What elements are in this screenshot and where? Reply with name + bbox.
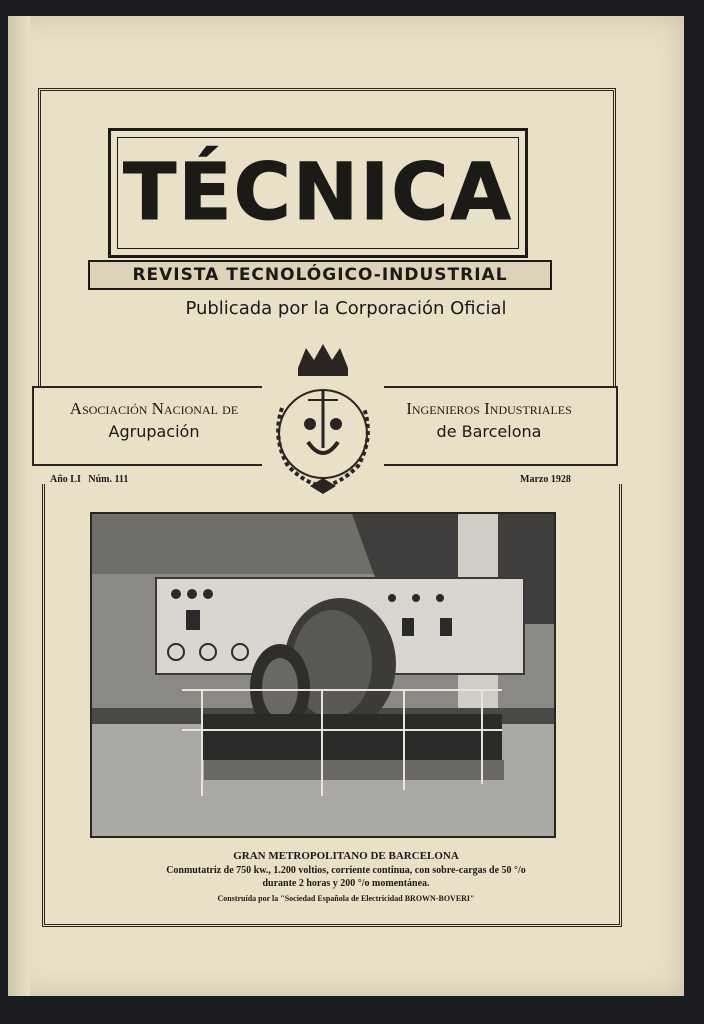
association-engineers: Ingenieros Industriales [406,399,572,418]
subtitle-bar [88,260,552,290]
association-left [44,398,264,443]
issue-date: Marzo 1928 [520,474,571,485]
association-name: Asociación Nacional de [69,399,239,418]
caption-credit: Construída por la "Sociedad Española de Electricidad BROWN-BOVERI" [217,894,475,903]
magazine-subtitle: REVISTA TECNOLÓGICO-INDUSTRIAL [132,265,508,285]
issue-number: Núm. 111 [88,474,129,485]
association-group: Agrupación [108,421,200,441]
magazine-title: TÉCNICA [123,148,513,238]
masthead [108,128,528,258]
magazine-cover [8,16,684,996]
caption-line-1: Conmutatriz de 750 kw., 1.200 voltios, corriente continua, con sobre-cargas de 50 °/o [166,865,526,876]
publisher-line: Publicada por la Corporación Oficial [185,298,507,319]
association-seal-icon [258,338,388,498]
converter-photo [92,514,554,836]
caption-line-2: durante 2 horas y 200 °/o momentánea. [262,878,430,889]
issue-year: Año LI Núm. 111 [50,474,129,485]
association-right [374,398,604,443]
cover-photo [90,512,556,838]
caption-title: GRAN METROPOLITANO DE BARCELONA [233,850,459,862]
book-spine [8,16,30,996]
association-city: de Barcelona [436,421,542,441]
